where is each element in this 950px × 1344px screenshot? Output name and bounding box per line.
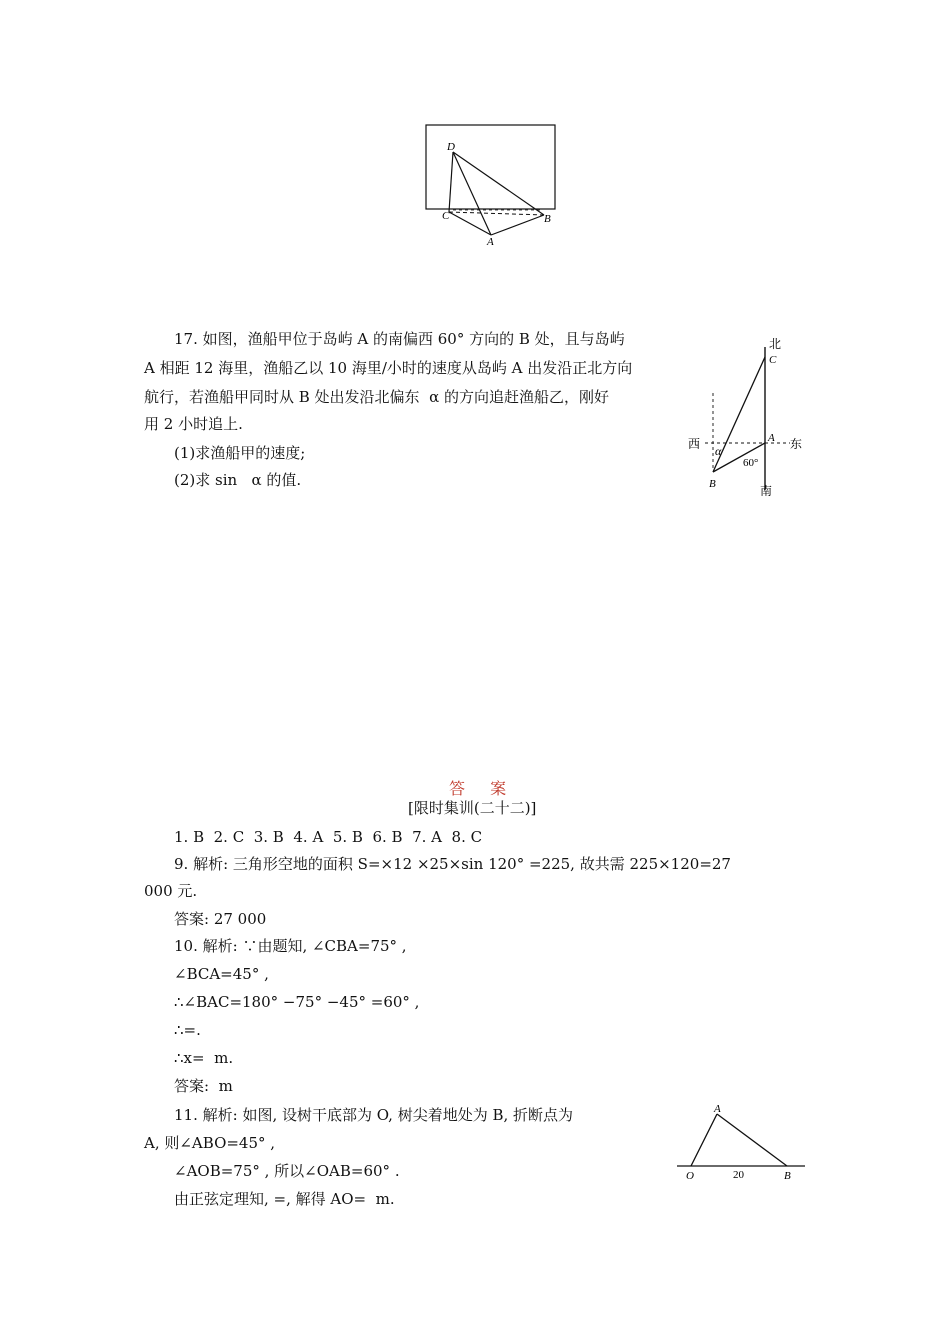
label-O11: O — [686, 1170, 694, 1182]
answer-9-line-b: 000 元. — [144, 882, 198, 900]
plane-rect — [426, 125, 555, 209]
answers-title: 答 案 — [449, 779, 517, 798]
answer-11-line-d: 由正弦定理知, =, 解得 AO= m. — [174, 1190, 395, 1208]
answer-9-line-a: 9. 解析: 三角形空地的面积 S=×12 ×25×sin 120° =225, 故共需 225×120=27 — [174, 855, 731, 873]
answer-10-line-e: ∴x= m. — [174, 1049, 234, 1067]
answer-10-line-c: ∴∠BAC=180° −75° −45° =60° , — [174, 993, 420, 1011]
label-alpha: α — [715, 444, 722, 458]
answers-line-1: 1. B 2. C 3. B 4. A 5. B 6. B 7. A 8. C — [174, 828, 483, 846]
answer-11-line-c: ∠AOB=75° , 所以∠OAB=60° . — [174, 1162, 400, 1180]
label-south: 南 — [760, 484, 773, 498]
label-west: 西 — [688, 437, 701, 451]
label-north: 北 — [769, 337, 782, 351]
answer-10-line-a: 10. 解析: ∵由题知, ∠CBA=75° , — [174, 937, 407, 955]
figure-top — [420, 120, 565, 250]
label-A: A — [487, 236, 494, 248]
label-B: B — [544, 213, 551, 225]
label-A11: A — [714, 1103, 721, 1115]
problem-17-line-1: 17. 如图，渔船甲位于岛屿 A 的南偏西 60° 方向的 B 处，且与岛屿 — [174, 330, 625, 348]
answers-subtitle: [限时集训(二十二)] — [408, 799, 537, 817]
label-A17: A — [768, 432, 775, 444]
figure-11 — [675, 1100, 810, 1185]
answer-11-line-b: A, 则∠ABO=45° , — [144, 1134, 276, 1152]
problem-17-line-2: A 相距 12 海里，渔船乙以 10 海里/小时的速度从岛屿 A 出发沿正北方向 — [144, 359, 633, 377]
label-60deg: 60° — [743, 457, 759, 469]
label-C: C — [442, 210, 450, 222]
answer-11-line-a: 11. 解析: 如图, 设树干底部为 O, 树尖着地处为 B, 折断点为 — [174, 1106, 574, 1124]
problem-17-line-3: 航行，若渔船甲同时从 B 处出发沿北偏东 α 的方向追赶渔船乙，刚好 — [144, 388, 609, 406]
problem-17-q1: (1)求渔船甲的速度; — [174, 444, 306, 462]
answer-9-result: 答案: 27 000 — [174, 910, 267, 928]
figure-17 — [685, 335, 810, 500]
problem-17-line-4: 用 2 小时追上. — [144, 415, 243, 433]
answer-10-result: 答案: m — [174, 1077, 233, 1095]
problem-17-q2: (2)求 sin α 的值. — [174, 471, 302, 489]
label-B11: B — [784, 1170, 791, 1182]
label-B17: B — [709, 478, 716, 490]
answer-10-line-b: ∠BCA=45° , — [174, 965, 269, 983]
label-C17: C — [769, 354, 777, 366]
answer-10-line-d: ∴=. — [174, 1021, 201, 1039]
label-east: 东 — [790, 437, 803, 451]
label-D: D — [447, 141, 455, 153]
label-20: 20 — [733, 1169, 744, 1181]
